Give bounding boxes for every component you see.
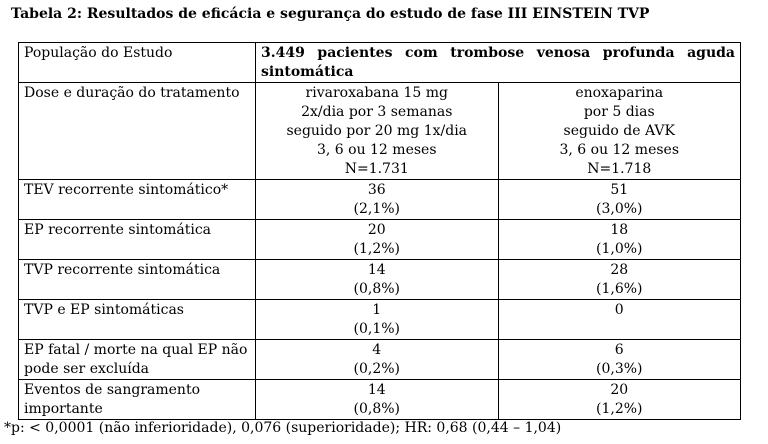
cell-line: 6 [614,342,624,358]
table-row [19,180,741,220]
cell-line: (2,1%) [353,201,400,217]
cell-line: 14 [367,262,386,278]
table-caption: Tabela 2: Resultados de eficácia e segurança do estudo de fase III EINSTEIN TVP [11,6,650,22]
cell-line: seguido de AVK [563,123,675,139]
cell-line: 18 [610,222,629,238]
cell-line: 0 [614,302,624,318]
cell-line: rivaroxabana 15 mg [305,85,448,101]
header-population-label: População do Estudo [19,43,256,83]
table-row [19,340,741,380]
cell-line: 20 [367,222,386,238]
table-row [19,300,741,340]
row-label: EP fatal / morte na qual EP não pode ser excluída [19,340,256,380]
row-label: Dose e duração do tratamento [19,83,256,180]
cell-line: N=1.731 [344,161,409,177]
row-label: TVP recorrente sintomática [19,260,256,300]
table-row [19,83,741,180]
header-population-description: 3.449 pacientes com trombose venosa profunda aguda sintomática [256,43,741,83]
cell-line: (0,2%) [353,361,400,377]
cell-line: (1,2%) [353,241,400,257]
cell-line: 51 [610,182,629,198]
cell-line: seguido por 20 mg 1x/dia [286,123,468,139]
row-label: TVP e EP sintomáticas [19,300,256,340]
rivaroxaban-cell [256,380,499,420]
row-label: Eventos de sangramento importante [19,380,256,420]
rivaroxaban-cell [256,300,499,340]
cell-line: N=1.718 [587,161,652,177]
cell-line: (3,0%) [596,201,643,217]
rivaroxaban-cell [256,83,499,180]
cell-line: (0,3%) [596,361,643,377]
table-row [19,260,741,300]
row-label: EP recorrente sintomática [19,220,256,260]
cell-line: (0,1%) [353,321,400,337]
cell-line: 2x/dia por 3 semanas [301,104,453,120]
enoxaparin-cell [498,380,741,420]
table-row [19,380,741,420]
cell-line: 1 [372,302,382,318]
enoxaparin-cell [498,340,741,380]
rivaroxaban-cell [256,340,499,380]
cell-line: 4 [372,342,382,358]
cell-line: 3, 6 ou 12 meses [559,142,680,158]
rivaroxaban-cell [256,220,499,260]
enoxaparin-cell [498,83,741,180]
cell-line: (1,0%) [596,241,643,257]
cell-line: (1,2%) [596,401,643,417]
enoxaparin-cell [498,300,741,340]
table-header-row [19,43,741,83]
table-row [19,220,741,260]
cell-line: 3, 6 ou 12 meses [316,142,437,158]
enoxaparin-cell [498,180,741,220]
cell-line: 28 [610,262,629,278]
cell-line: 20 [610,382,629,398]
cell-line: (0,8%) [353,401,400,417]
einstein-results-table [18,42,741,420]
enoxaparin-cell [498,220,741,260]
cell-line: (0,8%) [353,281,400,297]
enoxaparin-cell [498,260,741,300]
row-label: TEV recorrente sintomático* [19,180,256,220]
cell-line: enoxaparina [575,85,664,101]
cell-line: (1,6%) [596,281,643,297]
cell-line: 14 [367,382,386,398]
cell-line: 36 [367,182,386,198]
cell-line: por 5 dias [583,104,655,120]
rivaroxaban-cell [256,180,499,220]
table-footnote: *p: < 0,0001 (não inferioridade), 0,076 (superioridade); HR: 0,68 (0,44 – 1,04) [4,420,562,436]
rivaroxaban-cell [256,260,499,300]
